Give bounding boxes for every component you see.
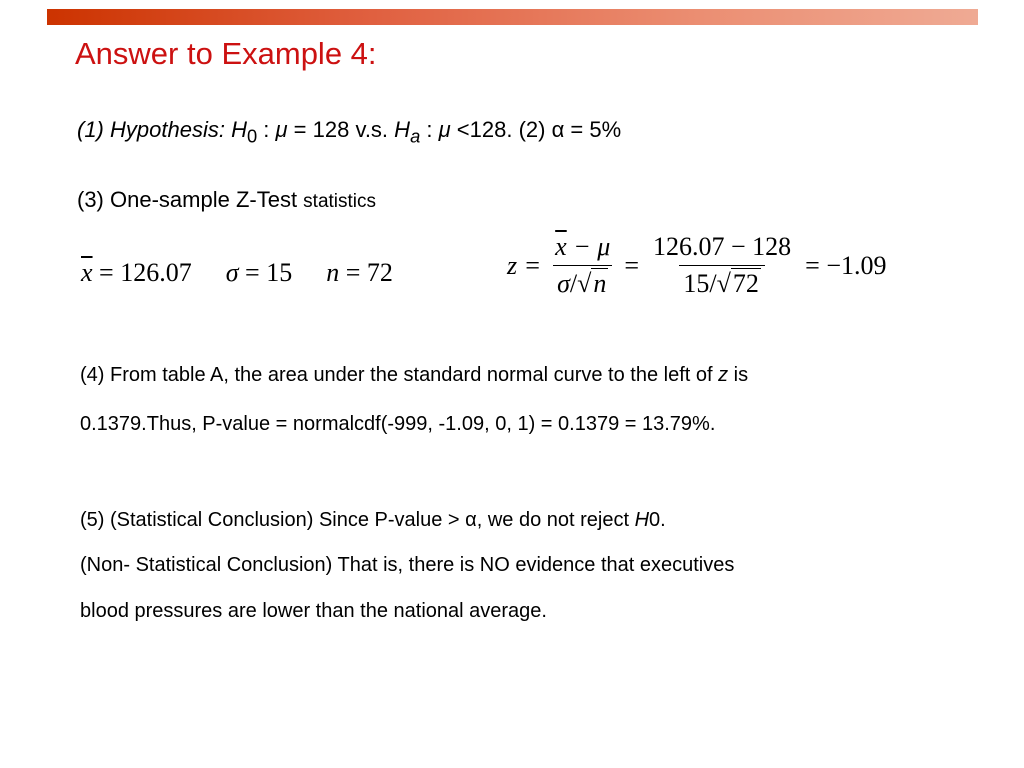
alt-h-symbol: H: [394, 117, 411, 142]
alt-h-subscript: a: [410, 125, 421, 147]
step4-line1-a: (4) From table A, the area under the standard normal curve to the left of: [80, 364, 719, 386]
test-statistic-small: statistics: [303, 191, 377, 212]
step4-line1: [80, 364, 748, 387]
hypothesis-line: [77, 117, 621, 147]
z-formula: [505, 232, 889, 299]
test-statistic-main: (3) One-sample Z-Test: [77, 187, 304, 212]
z-fraction-numeric: $\frac{126.07 - 128}{15/√72}$: [649, 232, 795, 299]
numeric-den-root: 72: [732, 269, 759, 298]
mu-symbol-2: μ: [438, 117, 451, 142]
numeric-den-slash: /: [709, 269, 717, 298]
num-minus-mu: − μ: [566, 232, 611, 261]
hypothesis-sep-1: :: [257, 117, 276, 142]
equals-1: =: [624, 250, 639, 280]
null-h-symbol: H: [231, 117, 247, 142]
z-lhs: z =: [507, 250, 542, 280]
num-x: $\overline{x}$: [555, 232, 567, 261]
step4-line2: 0.1379.Thus, P-value = normalcdf(-999, -1.09, 0, 1) = 0.1379 = 13.79%.: [80, 413, 716, 435]
given-values: [81, 258, 393, 288]
step4-line1-b: is: [728, 364, 749, 386]
xbar-value: = 126.07: [92, 258, 192, 287]
step5-line2: (Non- Statistical Conclusion) That is, there is NO evidence that executives: [80, 554, 735, 576]
step5-line1-b: 0.: [649, 509, 666, 531]
test-statistic-line: [77, 187, 376, 213]
mu-symbol: μ: [275, 117, 288, 142]
numeric-den-left: 15: [683, 269, 710, 298]
alt-rest: <128. (2) α = 5%: [450, 117, 622, 142]
sigma-value: = 15: [238, 258, 293, 287]
null-rest: = 128 v.s.: [287, 117, 395, 142]
den-sigma: σ: [557, 269, 570, 298]
xbar-symbol: $\overline{x}$: [81, 258, 93, 287]
z-fraction-symbolic: $\frac{\overline{x} - \mu}{\sigma/√n}$: [551, 232, 614, 299]
n-value: = 72: [339, 258, 393, 287]
top-accent-bar: [47, 9, 978, 25]
step4-z: z: [718, 364, 729, 386]
sigma-symbol: σ: [225, 258, 239, 287]
step5-line1: [80, 509, 666, 532]
step5-h: H: [634, 509, 650, 531]
z-result: = −1.09: [805, 250, 887, 280]
numeric-numerator: 126.07 − 128: [653, 232, 792, 261]
den-n: n: [593, 269, 607, 298]
slide-title: Answer to Example 4:: [75, 36, 377, 71]
hypothesis-prefix: (1) Hypothesis:: [77, 117, 232, 142]
n-symbol: n: [326, 258, 340, 287]
hypothesis-sep-2: :: [420, 117, 439, 142]
null-h-subscript: 0: [246, 125, 258, 147]
step5-line3: blood pressures are lower than the national average.: [80, 600, 547, 622]
den-slash: /: [569, 269, 578, 298]
step5-line1-a: (5) (Statistical Conclusion) Since P-value > α, we do not reject: [80, 509, 635, 531]
